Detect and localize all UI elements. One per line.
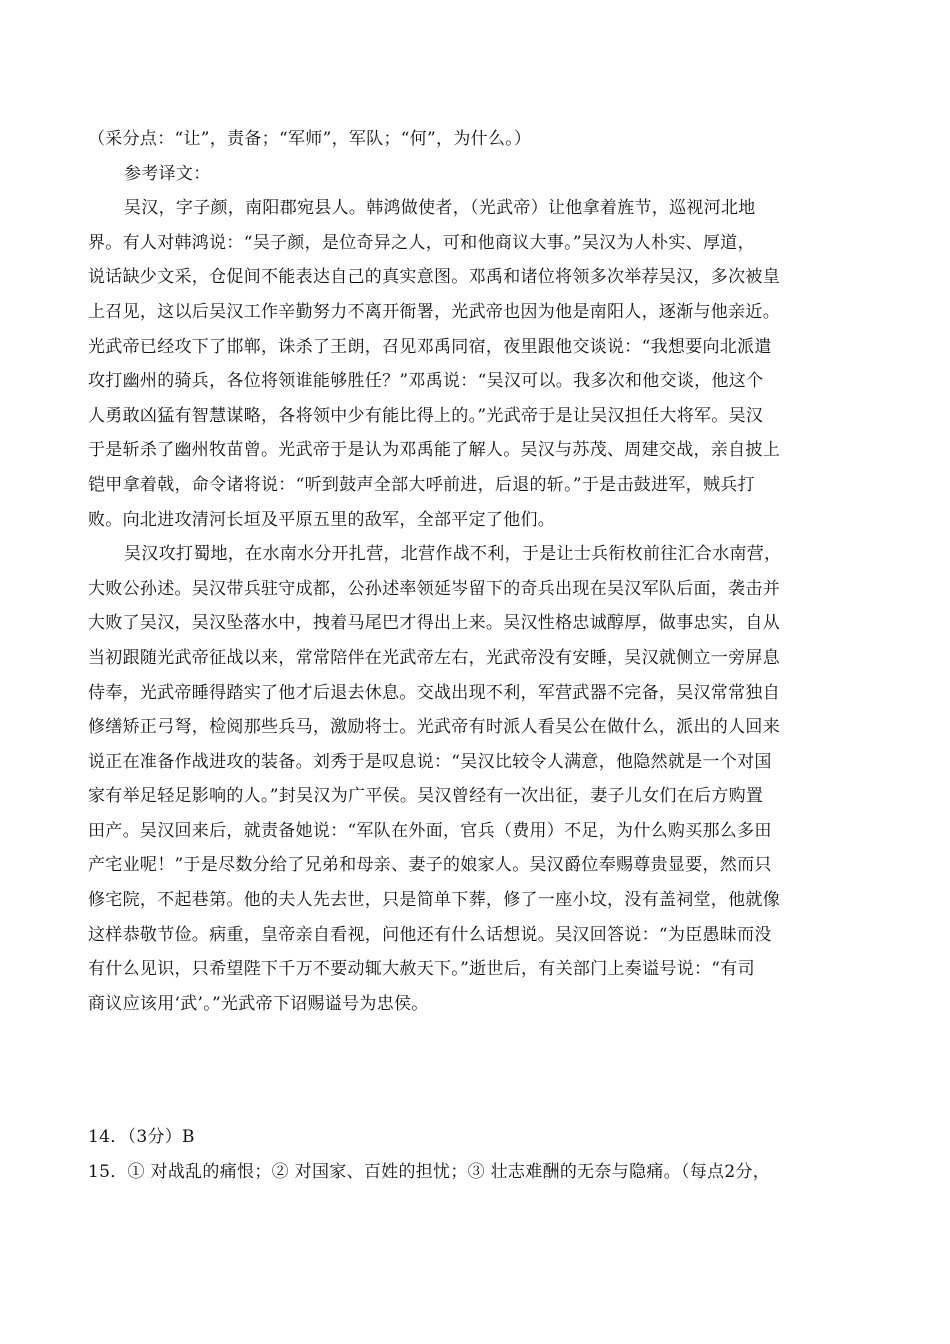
- paragraph-line: 光武帝已经攻下了邯郸，诛杀了王朗，召见邓禹同宿，夜里跟他交谈说：“我想要向北派遣: [88, 336, 772, 357]
- paragraph-line: 大败了吴汉，吴汉坠落水中，拽着马尾巴才得出上来。吴汉性格忠诚醇厚，做事忠实，自从: [88, 613, 780, 634]
- paragraph-line: 这样恭敬节俭。病重，皇帝亲自看视，问他还有什么话想说。吴汉回答说：“为臣愚昧而没: [88, 924, 772, 945]
- paragraph-line: 败。向北进攻清河长垣及平原五里的敌军，全部平定了他们。: [88, 509, 556, 530]
- paragraph-line: 攻打幽州的骑兵，各位将领谁能够胜任？”邓禹说：“吴汉可以。我多次和他交谈，他这个: [88, 371, 764, 392]
- paragraph-line: 大败公孙述。吴汉带兵驻守成都，公孙述率领延岑留下的奇兵出现在吴汉军队后面，袭击并: [88, 578, 780, 599]
- paragraph-line: 说话缺少文采，仓促间不能表达自己的真实意图。邓禹和诸位将领多次举荐吴汉，多次被皇: [88, 267, 780, 288]
- paragraph-line: 吴汉攻打蜀地，在水南水分开扎营，北营作战不利，于是让士兵衔枚前往汇合水南营，: [124, 544, 782, 565]
- scoring-note: （采分点：“让”，责备；“军师”，军队；“何”，为什么。）: [88, 129, 532, 149]
- paragraph-line: 产宅业呢！”于是尽数分给了兄弟和母亲、妻子的娘家人。吴汉爵位奉赐尊贵显要，然而只: [88, 855, 772, 876]
- paragraph-line: 于是斩杀了幽州牧苗曾。光武帝于是认为邓禹能了解人。吴汉与苏茂、周建交战，亲自披上: [88, 440, 780, 461]
- paragraph-line: 铠甲拿着戟，命令诸将说：“听到鼓声全部大呼前进，后退的斩。”于是击鼓进军，贼兵打: [88, 474, 755, 495]
- answer-15: 15．① 对战乱的痛恨；② 对国家、百姓的担忧；③ 壮志难酬的无奈与隐痛。（每点2分，: [88, 1161, 771, 1182]
- paragraph-line: 人勇敢凶猛有智慧谋略，各将领中少有能比得上的。”光武帝于是让吴汉担任大将军。吴汉: [88, 405, 764, 426]
- paragraph-line: 当初跟随光武帝征战以来，常常陪伴在光武帝左右，光武帝没有安睡，吴汉就侧立一旁屏息: [88, 647, 780, 668]
- answer-list: [88, 1120, 860, 1189]
- answer-key-text: [88, 122, 860, 1021]
- translation-paragraph-2: [88, 537, 860, 1021]
- paragraph-line: 吴汉，字子颜，南阳郡宛县人。韩鸿做使者，（光武帝）让他拿着旌节，巡视河北地: [124, 198, 756, 219]
- paragraph-line: 田产。吴汉回来后，就责备她说：“军队在外面，官兵（费用）不足，为什么购买那么多田: [88, 820, 772, 841]
- paragraph-line: 修缮矫正弓弩，检阅那些兵马，激励将士。光武帝有时派人看吴公在做什么，派出的人回来: [88, 717, 780, 738]
- answer-14: 14．（3分）B: [88, 1127, 195, 1147]
- paragraph-line: 有什么见识，只希望陛下千万不要动辄大赦天下。”逝世后，有关部门上奏谥号说：“有司: [88, 959, 755, 980]
- paragraph-line: 界。有人对韩鸿说：“吴子颜，是位奇异之人，可和他商议大事。”吴汉为人朴实、厚道，: [88, 232, 755, 253]
- paragraph-line: 说正在准备作战进攻的装备。刘秀于是叹息说：“吴汉比较令人满意，他隐然就是一个对国: [88, 751, 772, 772]
- translation-heading: 参考译文：: [124, 163, 211, 184]
- paragraph-line: 修宅院，不起巷第。他的夫人先去世，只是简单下葬，修了一座小坟，没有盖祠堂，他就像: [88, 890, 780, 911]
- paragraph-line: 侍奉，光武帝睡得踏实了他才后退去休息。交战出现不利，军营武器不完备，吴汉常常独自: [88, 682, 780, 703]
- paragraph-line: 商议应该用‘武’。”光武帝下诏赐谥号为忠侯。: [88, 993, 429, 1014]
- paragraph-line: 上召见，这以后吴汉工作辛勤努力不离开衙署，光武帝也因为他是南阳人，逐渐与他亲近。: [88, 301, 780, 322]
- translation-paragraph-1: [88, 191, 860, 537]
- paragraph-line: 家有举足轻足影响的人。”封吴汉为广平侯。吴汉曾经有一次出征，妻子儿女们在后方购置: [88, 786, 764, 807]
